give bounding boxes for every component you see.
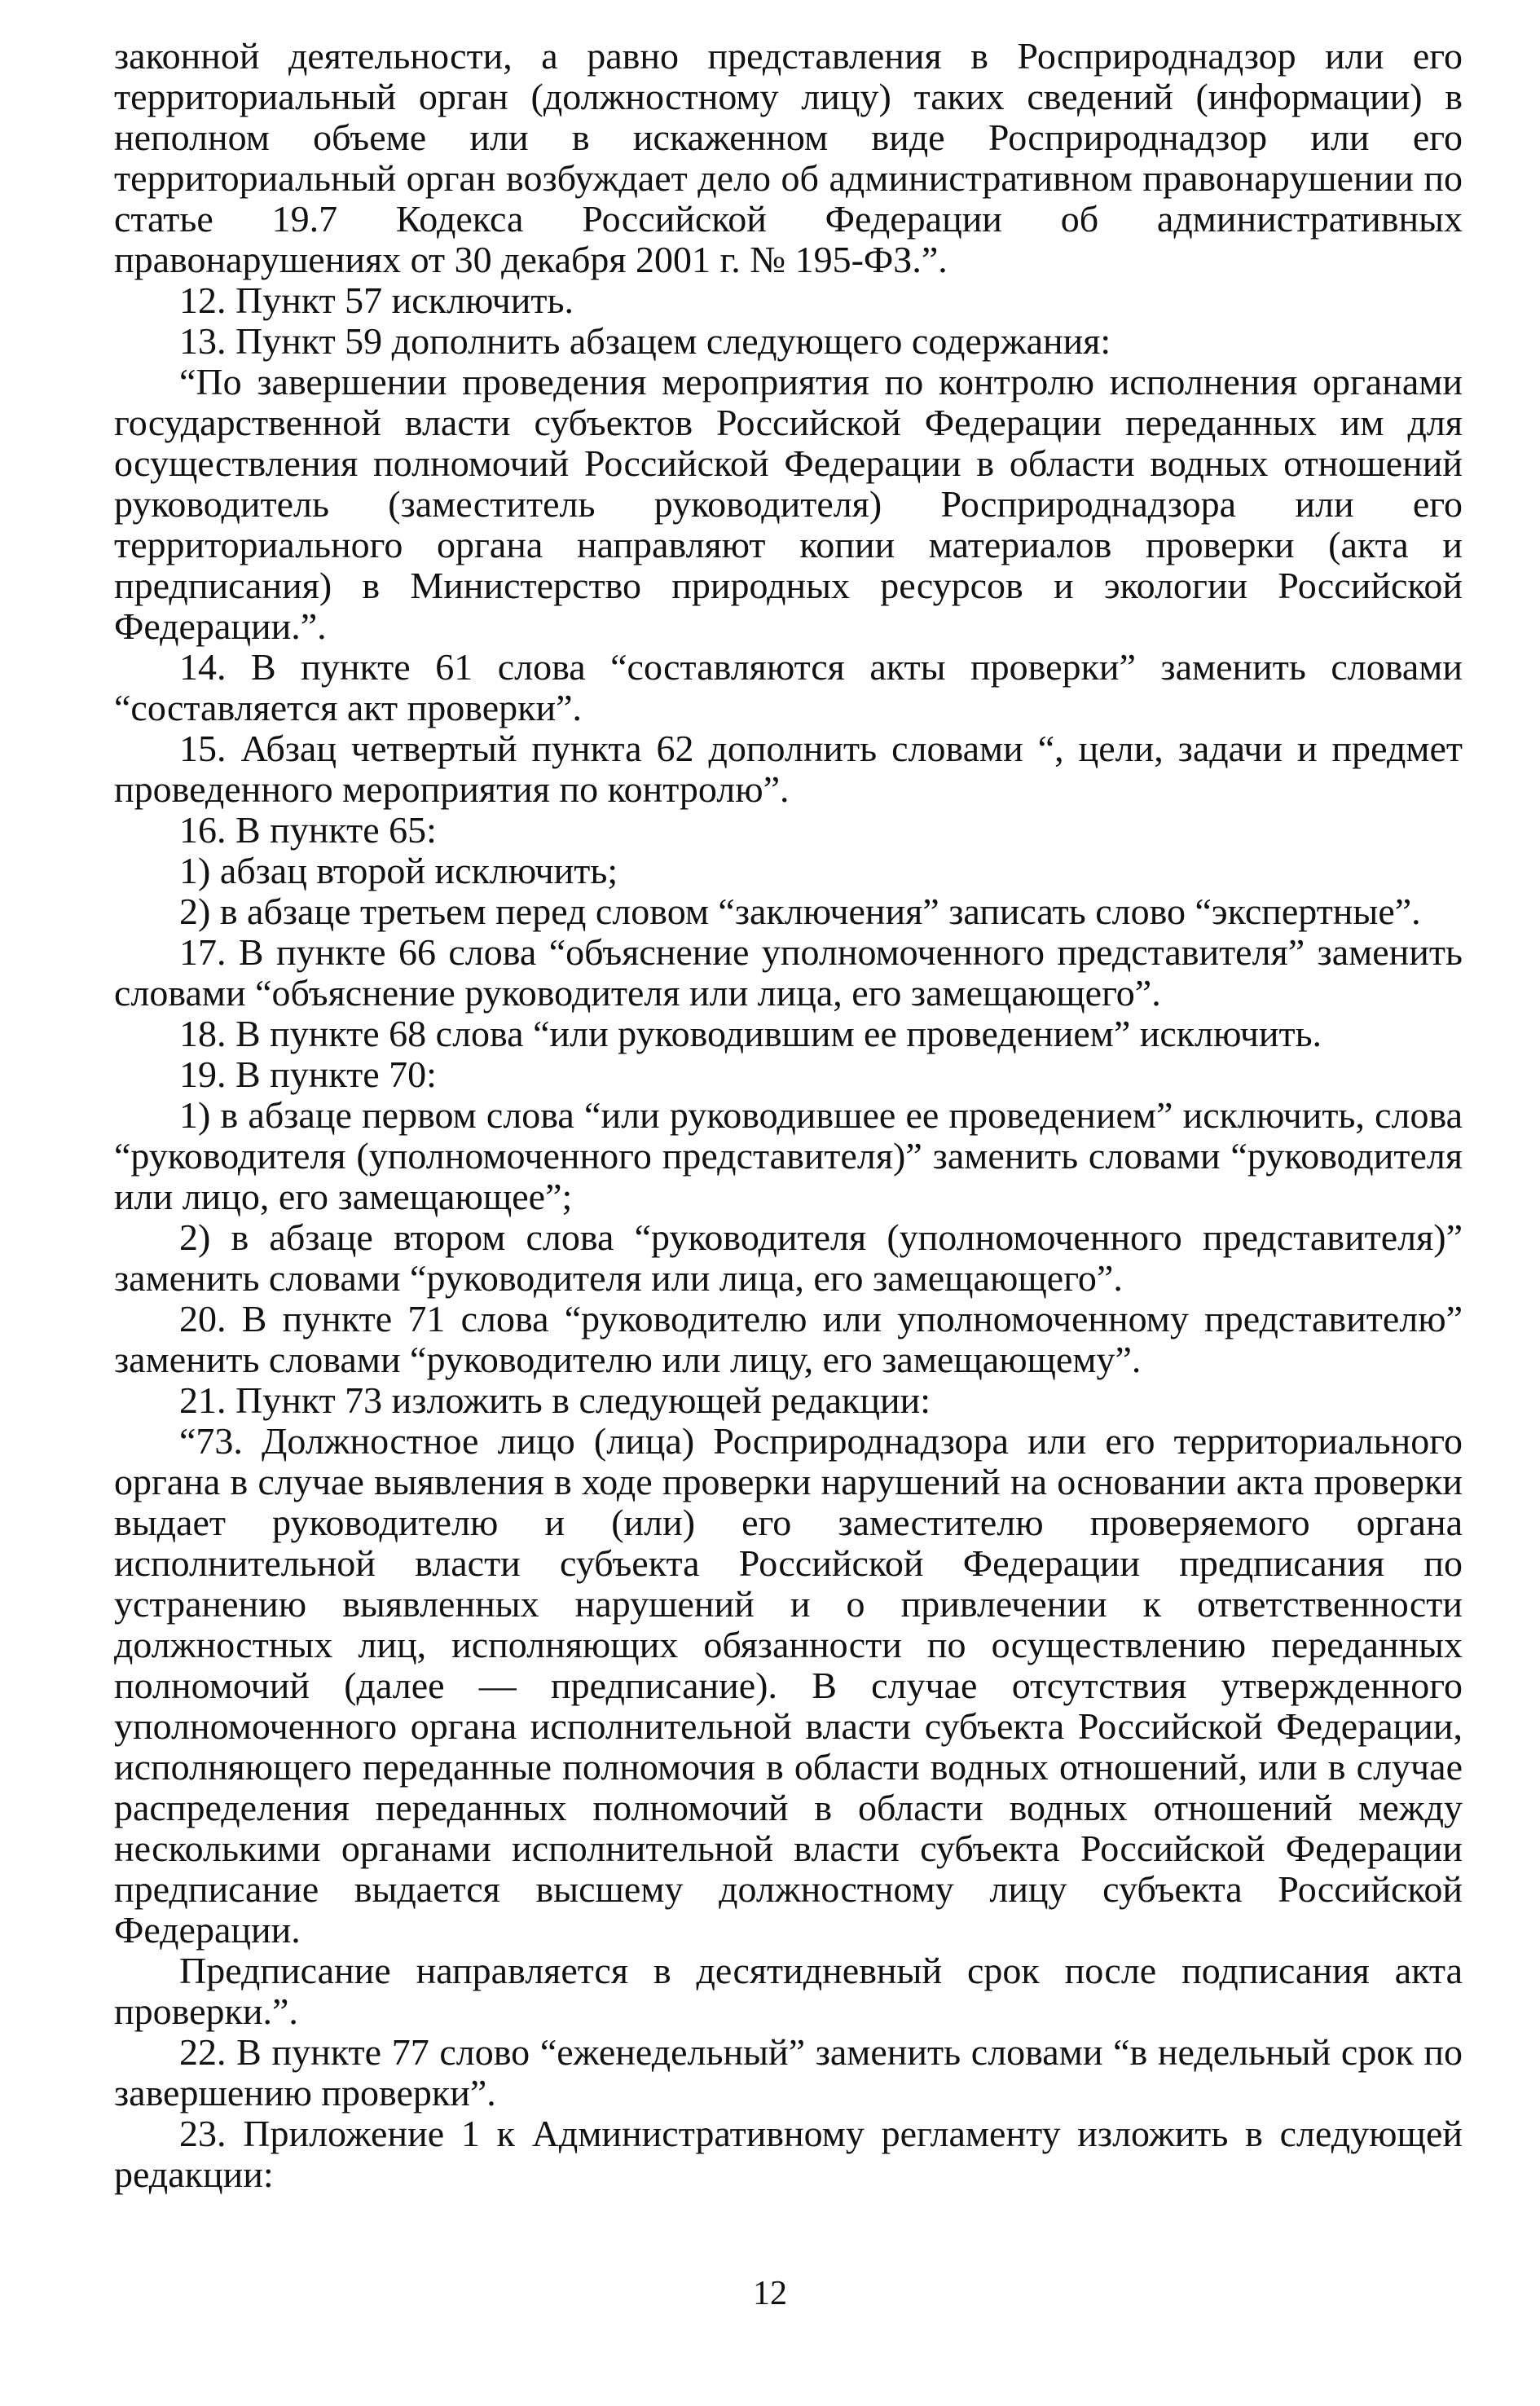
paragraph: 13. Пункт 59 дополнить абзацем следующего содержания: xyxy=(179,320,1111,362)
paragraph: 19. В пункте 70: xyxy=(179,1053,437,1095)
paragraph: 2) в абзаце третьем перед словом “заключения” записать слово “экспертные”. xyxy=(179,891,1421,932)
paragraph: 14. В пункте 61 слова “составляются акты проверки” заменить словами “составляется акт проверки”. xyxy=(114,646,1463,728)
paragraph: 23. Приложение 1 к Административному регламенту изложить в следующей редакции: xyxy=(114,2113,1463,2195)
paragraph: 2) в абзаце втором слова “руководителя (уполномоченного представителя)” заменить словами “руководителя или лица, его замещающего”. xyxy=(114,1216,1463,1299)
paragraph: 1) в абзаце первом слова “или руководившее ее проведением” исключить, слова “руководителя (уполномоченного представителя)” заменить словами “руководителя или лицо, его замещающее”; xyxy=(114,1094,1463,1217)
paragraph: 20. В пункте 71 слова “руководителю или уполномоченному представителю” заменить словами “руководителю или лицу, его замещающему”. xyxy=(114,1298,1463,1380)
paragraph: 18. В пункте 68 слова “или руководившим ее проведением” исключить. xyxy=(179,1013,1322,1054)
paragraph: 17. В пункте 66 слова “объяснение уполномоченного представителя” заменить словами “объяснение руководителя или лица, его замещающего”. xyxy=(114,931,1463,1014)
paragraph: 15. Абзац четвертый пункта 62 дополнить словами “, цели, задачи и предмет проведенного мероприятия по контролю”. xyxy=(114,728,1463,810)
paragraph: “По завершении проведения мероприятия по контролю исполнения органами государственной власти субъектов Российской Федерации переданных им для осуществления полномочий Российской Федерации в области водных отношений руководитель (заместитель руководителя) Росприроднадзора или его территориального органа направляют копии материалов проверки (акта и предписания) в Министерство природных ресурсов и экологии Российской Федерации.”. xyxy=(114,361,1463,647)
document-body xyxy=(114,36,1463,2195)
page-number: 12 xyxy=(753,2275,787,2312)
paragraph: 16. В пункте 65: xyxy=(179,809,437,851)
paragraph: Предписание направляется в десятидневный срок после подписания акта проверки.”. xyxy=(114,1950,1463,2032)
paragraph: 1) абзац второй исключить; xyxy=(179,850,618,891)
paragraph: законной деятельности, а равно представления в Росприроднадзор или его территориальный орган (должностному лицу) таких сведений (информации) в неполном объеме или в искаженном виде Росприроднадзор или его территориальный орган возбуждает дело об административном правонарушении по статье 19.7 Кодекса Российской Федерации об административных правонарушениях от 30 декабря 2001 г. № 195-ФЗ.”. xyxy=(114,35,1463,280)
paragraph: 12. Пункт 57 исключить. xyxy=(179,279,574,321)
paragraph: 22. В пункте 77 слово “еженедельный” заменить словами “в недельный срок по завершению проверки”. xyxy=(114,2031,1463,2113)
paragraph: 21. Пункт 73 изложить в следующей редакции: xyxy=(179,1379,931,1421)
paragraph: “73. Должностное лицо (лица) Росприроднадзора или его территориального органа в случае выявления в ходе проверки нарушений на основании акта проверки выдает руководителю и (или) его заместителю проверяемого органа исполнительной власти субъекта Российской Федерации предписания по устранению выявленных нарушений и о привлечении к ответственности должностных лиц, исполняющих обязанности по осуществлению переданных полномочий (далее — предписание). В случае отсутствия утвержденного уполномоченного органа исполнительной власти субъекта Российской Федерации, исполняющего переданные полномочия в области водных отношений, или в случае распределения переданных полномочий в области водных отношений между несколькими органами исполнительной власти субъекта Российской Федерации предписание выдается высшему должностному лицу субъекта Российской Федерации. xyxy=(114,1420,1463,1951)
